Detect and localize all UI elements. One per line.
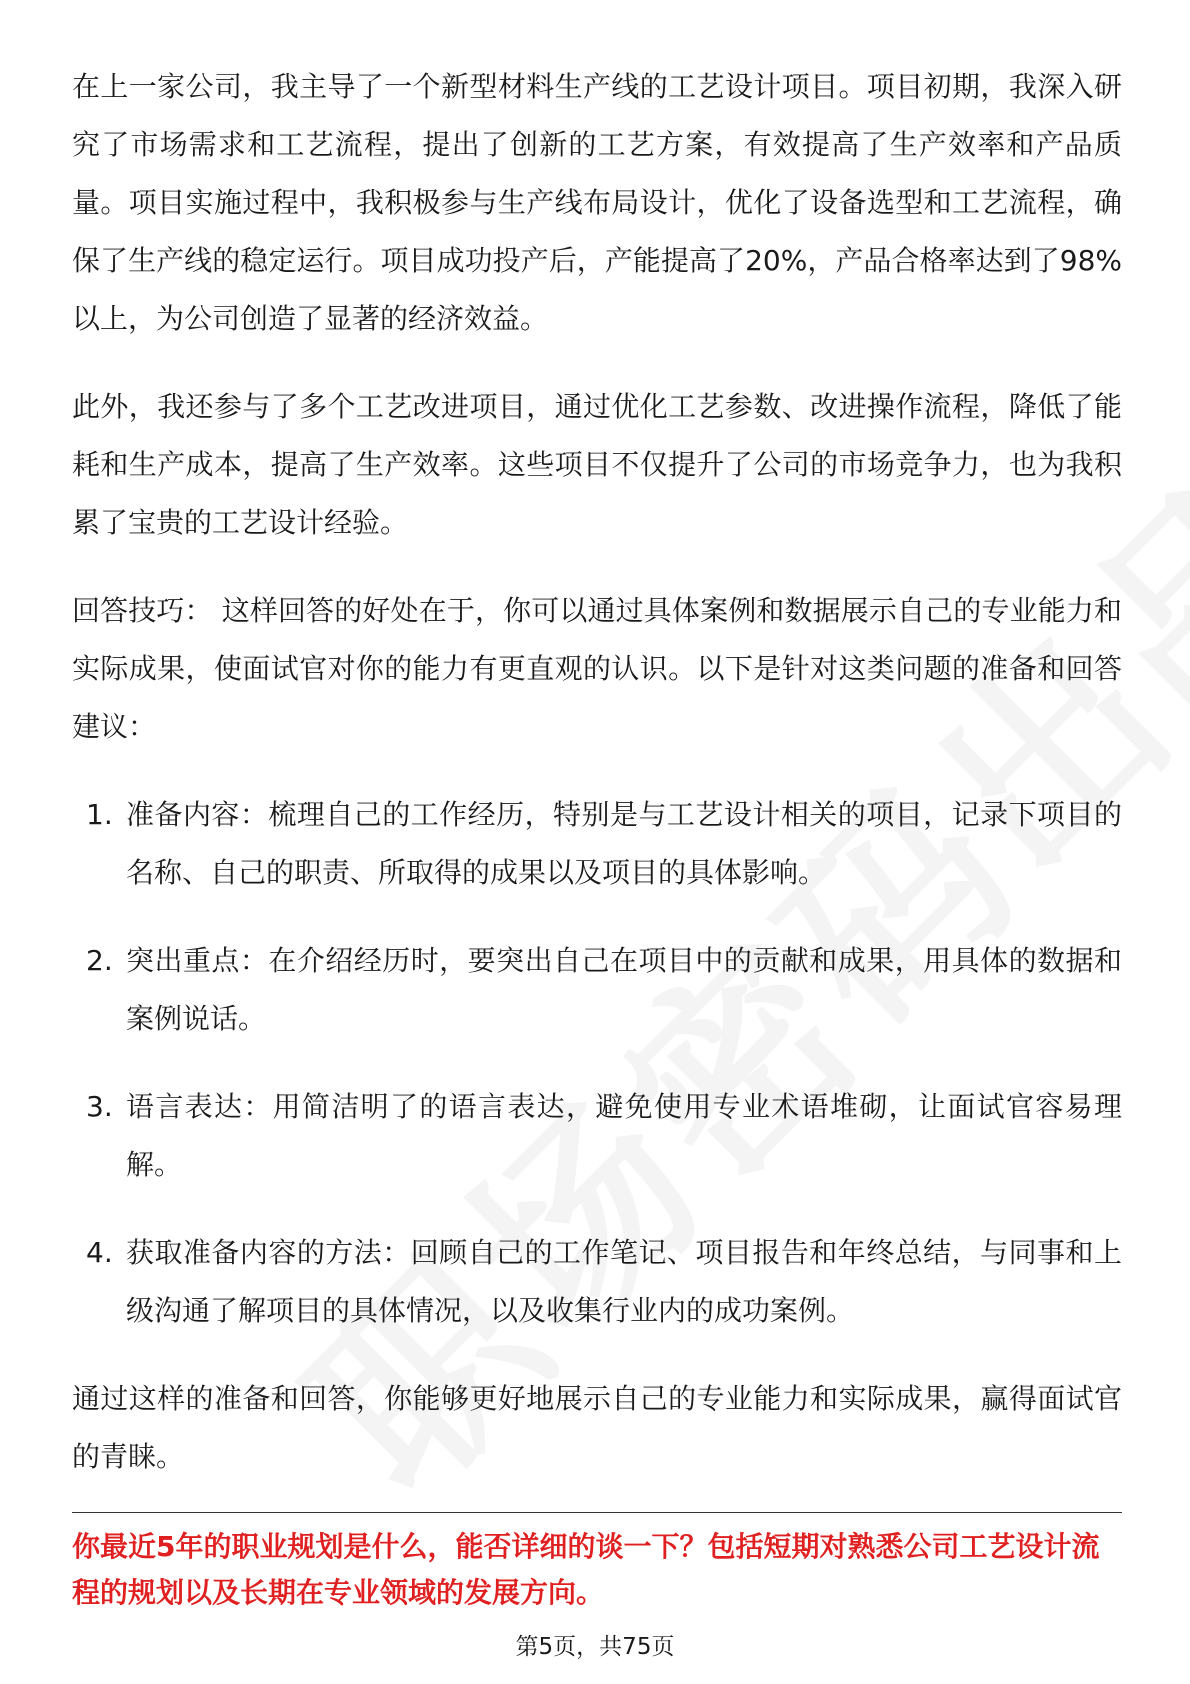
list-item — [72, 932, 1122, 1048]
page-number: 第5页，共75页 — [515, 1634, 675, 1660]
list-item-number: 1. — [86, 798, 113, 831]
tips-list — [72, 786, 1122, 1340]
list-item — [72, 1078, 1122, 1194]
list-item-text: 准备内容：梳理自己的工作经历，特别是与工艺设计相关的项目，记录下项目的名称、自己的职责、所取得的成果以及项目的具体影响。 — [126, 798, 1122, 889]
list-item-number: 4. — [86, 1236, 113, 1269]
list-item-number: 2. — [86, 944, 113, 977]
next-question-heading: 你最近5年的职业规划是什么，能否详细的谈一下？包括短期对熟悉公司工艺设计流程的规划以及长期在专业领域的发展方向。 — [72, 1530, 1100, 1609]
closing-paragraph: 通过这样的准备和回答，你能够更好地展示自己的专业能力和实际成果，赢得面试官的青睐。 — [72, 1382, 1122, 1473]
list-item-text: 突出重点：在介绍经历时，要突出自己在项目中的贡献和成果，用具体的数据和案例说话。 — [126, 944, 1122, 1035]
answer-body — [72, 58, 1122, 1516]
list-item-text: 语言表达：用简洁明了的语言表达，避免使用专业术语堆砌，让面试官容易理解。 — [126, 1090, 1122, 1181]
section-divider — [72, 1512, 1122, 1513]
answer-paragraph: 在上一家公司，我主导了一个新型材料生产线的工艺设计项目。项目初期，我深入研究了市场需求和工艺流程，提出了创新的工艺方案，有效提高了生产效率和产品质量。项目实施过程中，我积极参与生产线布局设计，优化了设备选型和工艺流程，确保了生产线的稳定运行。项目成功投产后，产能提高了20%，产品合格率达到了98%以上，为公司创造了显著的经济效益。 — [72, 70, 1122, 335]
list-item-text: 获取准备内容的方法：回顾自己的工作笔记、项目报告和年终总结，与同事和上级沟通了解项目的具体情况，以及收集行业内的成功案例。 — [126, 1236, 1122, 1327]
list-item-number: 3. — [86, 1090, 113, 1123]
list-item — [72, 786, 1122, 902]
list-item — [72, 1224, 1122, 1340]
answer-tips-intro: 回答技巧： 这样回答的好处在于，你可以通过具体案例和数据展示自己的专业能力和实际成果，使面试官对你的能力有更直观的认识。以下是针对这类问题的准备和回答建议： — [72, 594, 1122, 743]
answer-paragraph: 此外，我还参与了多个工艺改进项目，通过优化工艺参数、改进操作流程，降低了能耗和生产成本，提高了生产效率。这些项目不仅提升了公司的市场竞争力，也为我积累了宝贵的工艺设计经验。 — [72, 390, 1122, 539]
